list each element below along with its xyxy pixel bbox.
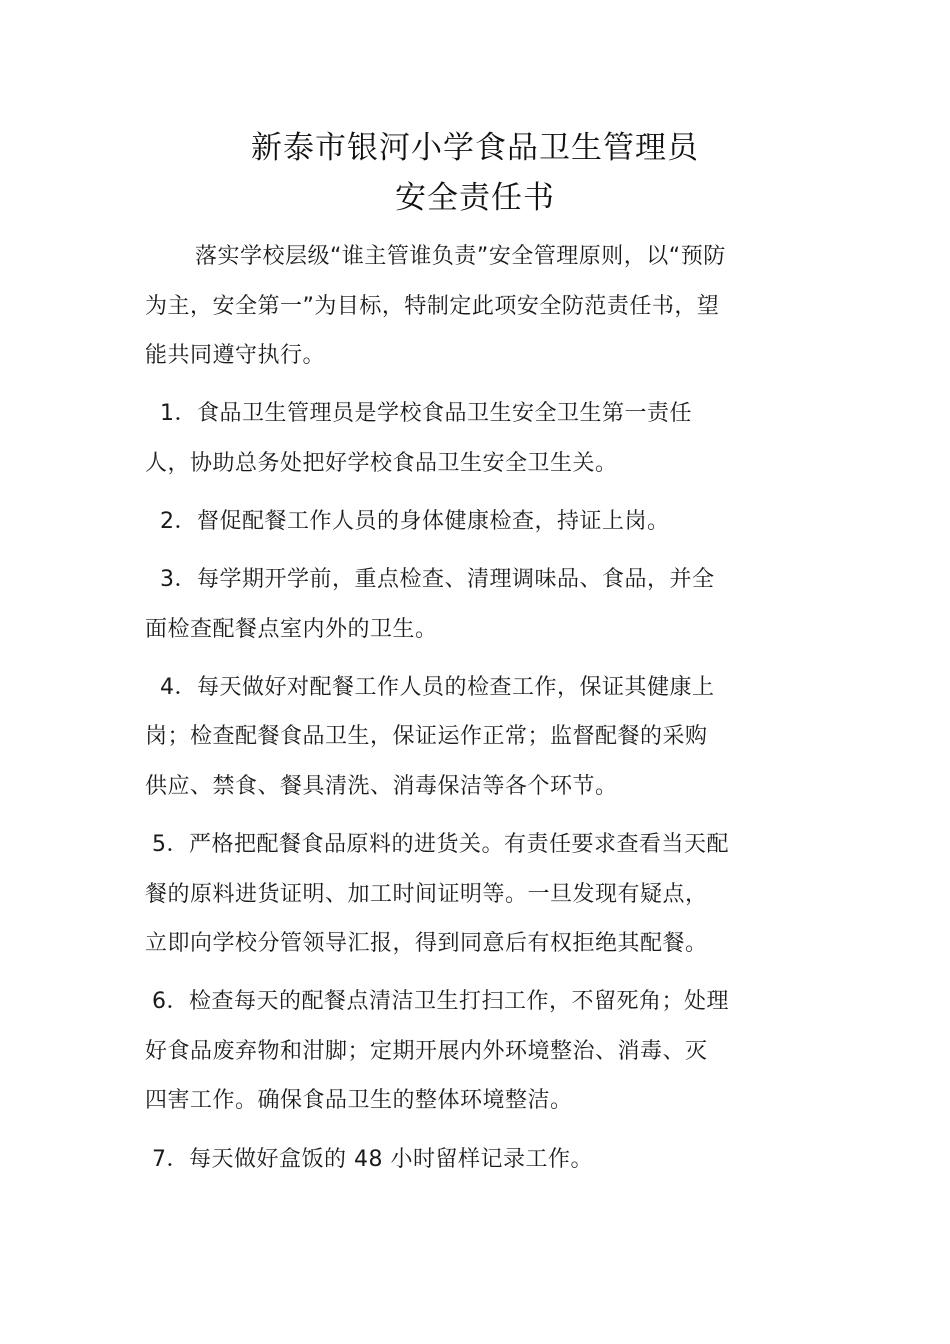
- item-5-line-1: 5．严格把配餐食品原料的进货关。有责任要求查看当天配: [152, 832, 729, 857]
- intro-line-3: 能共同遵守执行。: [145, 343, 326, 368]
- item-6-line-3: 四害工作。确保食品卫生的整体环境整洁。: [145, 1088, 573, 1113]
- item-4-line-1: 4．每天做好对配餐工作人员的检查工作，保证其健康上: [160, 675, 715, 700]
- item-3-line-2: 面检查配餐点室内外的卫生。: [145, 617, 438, 642]
- item-3-line-1: 3．每学期开学前，重点检查、清理调味品、食品，并全: [160, 567, 715, 592]
- item-6-line-1: 6．检查每天的配餐点清洁卫生打扫工作，不留死角；处理: [152, 989, 729, 1014]
- item-1-line-1: 1．食品卫生管理员是学校食品卫生安全卫生第一责任: [160, 401, 692, 426]
- item-4-line-3: 供应、禁食、餐具清洗、消毒保洁等各个环节。: [145, 774, 618, 799]
- item-7-line-1: 7．每天做好盒饭的 48 小时留样记录工作。: [152, 1147, 593, 1172]
- item-1-line-2: 人，协助总务处把好学校食品卫生安全卫生关。: [145, 451, 618, 476]
- document-title-line-2: 安全责任书: [395, 180, 555, 216]
- item-4-line-2: 岗；检查配餐食品卫生，保证运作正常；监督配餐的采购: [145, 724, 708, 749]
- document-title-line-1: 新泰市银河小学食品卫生管理员: [251, 130, 699, 166]
- intro-line-2: 为主，安全第一”为目标，特制定此项安全防范责任书，望: [145, 294, 720, 319]
- item-2-line-1: 2．督促配餐工作人员的身体健康检查，持证上岗。: [160, 509, 670, 534]
- item-5-line-2: 餐的原料进货证明、加工时间证明等。一旦发现有疑点，: [145, 882, 708, 907]
- item-5-line-3: 立即向学校分管领导汇报，得到同意后有权拒绝其配餐。: [145, 931, 708, 956]
- intro-line-1: 落实学校层级“谁主管谁负责”安全管理原则，以“预防: [195, 244, 726, 269]
- item-6-line-2: 好食品废弃物和泔脚；定期开展内外环境整治、消毒、灭: [145, 1039, 708, 1064]
